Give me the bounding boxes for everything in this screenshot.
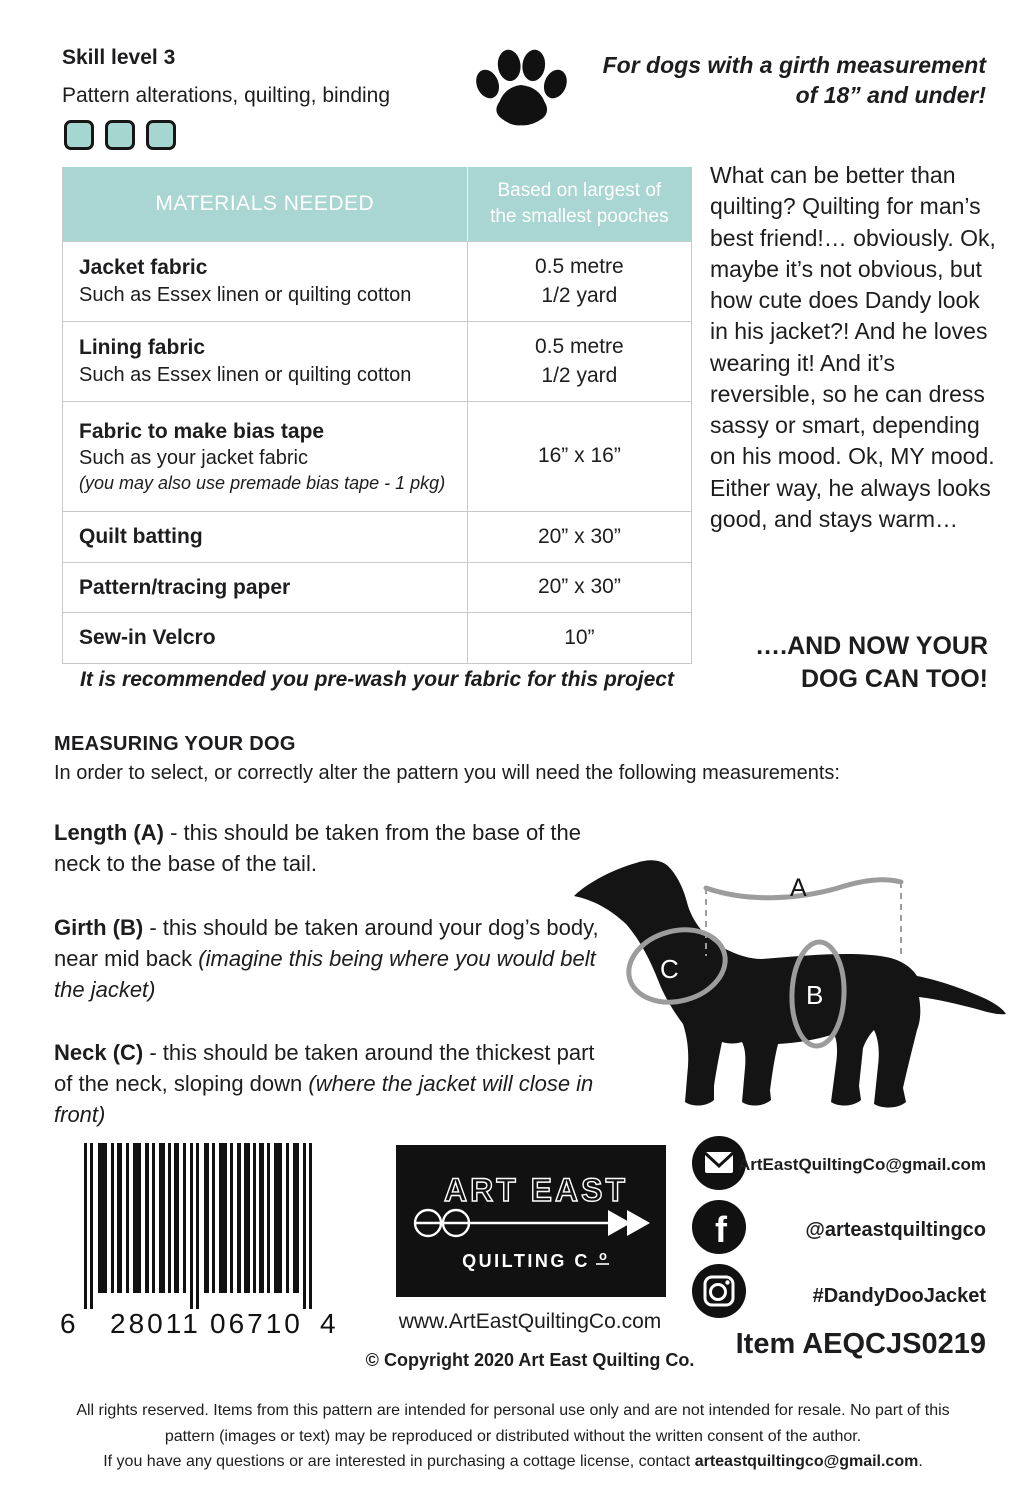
dog-measurement-diagram [556,828,1026,1128]
table-row [63,241,691,321]
girth-label: Girth (B) [54,915,144,940]
material-name: Fabric to make bias tape [79,419,325,443]
table-row [63,321,691,401]
disclaimer-line3-suffix: . [918,1453,923,1471]
barcode-digit-group-1: 28011 [110,1308,201,1339]
materials-table-header [63,167,691,241]
intro-paragraph: What can be better than quilting? Quilting for man’s best friend!… obviously. Ok, maybe it’s not obvious, but how cute does Dandy look in his jacket?! And he loves wearing it! And it’s reversible, so he can dress sassy or smart, depending on his mood. Ok, MY mood. Either way, he always looks good, and stays warm… [710,162,996,532]
material-qty: 16” x 16” [537,444,621,468]
material-name: Sew-in Velcro [79,626,216,650]
item-number: Item AEQCJS0219 [735,1328,986,1360]
skill-level-description: Pattern alterations, quilting, binding [62,84,391,107]
length-instruction [54,817,606,879]
material-qty-alt: 1/2 yard [541,283,618,307]
measuring-intro: In order to select, or correctly alter the pattern you will need the following measurements: [54,762,840,784]
material-name: Lining fabric [79,336,205,360]
logo-art-east: ART EAST [444,1172,628,1208]
neck-label: Neck (C) [54,1040,144,1065]
material-qty: 0.5 metre [535,255,624,279]
table-row [63,612,691,663]
copyright-symbol: © [365,1350,379,1370]
and-now-line1: ….AND NOW YOUR [755,632,988,660]
length-text: - this should be taken from the base of the neck to the base of the tail. [54,820,581,877]
barcode [58,1143,348,1339]
disclaimer-line3 [50,1449,976,1475]
material-desc: Such as Essex linen or quilting cotton [79,364,412,387]
disclaimer-contact-email: arteastquiltingco@gmail.com [694,1453,919,1471]
girth-note-line2: of 18” and under! [795,82,986,109]
neck-note-italic: (where the jacket will close in front) [54,1071,594,1128]
materials-header-col2: Based on largest of the smallest pooches [467,167,691,241]
hashtag: #DandyDooJacket [812,1285,986,1307]
girth-note-line1: For dogs with a girth measurement [602,52,986,78]
material-name: Jacket fabric [79,256,208,280]
girth-text: - this should be taken around your dog’s body, near mid back [54,915,599,972]
material-qty: 10” [564,626,595,650]
instagram-icon [692,1264,746,1318]
material-qty: 20” x 30” [537,575,621,599]
material-desc: Such as your jacket fabric [79,447,308,470]
logo-co-o: o [599,1248,607,1263]
facebook-icon [692,1200,746,1254]
barcode-digit-1: 6 [60,1308,76,1339]
paw-icon [466,42,574,130]
art-east-logo [396,1145,666,1297]
copyright-line [330,1350,730,1371]
skill-square [146,120,176,150]
skill-level-title: Skill level 3 [62,46,176,69]
material-desc: Such as Essex linen or quilting cotton [79,284,412,307]
disclaimer-line2: pattern (images or text) may be reproduced or distributed without the written consent of the author. [164,1427,862,1445]
table-row [63,562,691,613]
social-handle: @arteastquiltingco [805,1219,986,1241]
and-now-line2: DOG CAN TOO! [800,665,988,693]
material-note: (you may also use premade bias tape - 1 pkg) [79,472,446,493]
prewash-note: It is recommended you pre-wash your fabric for this project [80,668,674,691]
website-url: www.ArtEastQuiltingCo.com [398,1310,662,1333]
legal-disclaimer [50,1398,976,1475]
material-qty: 0.5 metre [535,335,624,359]
barcode-digit-2: 4 [320,1308,336,1339]
contact-email: ArtEastQuiltingCo@gmail.com [738,1155,986,1174]
materials-table [62,167,692,664]
label-b: B [806,980,824,1010]
skill-square [64,120,94,150]
disclaimer-line3-prefix: If you have any questions or are interested in purchasing a cottage license, contact [103,1453,695,1471]
barcode-digit-group-2: 06710 [210,1308,303,1339]
materials-header-col1: MATERIALS NEEDED [155,192,375,215]
material-qty: 20” x 30” [537,524,621,548]
and-now-callout [706,630,988,696]
table-row [63,511,691,562]
measuring-title: MEASURING YOUR DOG [54,733,296,755]
skill-square [105,120,135,150]
material-name: Quilt batting [79,525,203,548]
disclaimer-line1: All rights reserved. Items from this pattern are intended for personal use only and are not intended for resale. No part of this [76,1402,950,1419]
girth-note-italic: (imagine this being where you would belt the jacket) [54,946,596,1003]
label-c: C [660,954,679,984]
copyright-text: Copyright 2020 Art East Quilting Co. [383,1350,695,1370]
girth-note [603,50,986,111]
material-qty-alt: 1/2 yard [541,363,618,387]
logo-quilting-co: QUILTING C [462,1251,590,1271]
table-row [63,401,691,511]
girth-instruction [54,912,606,1006]
skill-level-squares [64,120,176,150]
material-name: Pattern/tracing paper [79,575,291,599]
neck-text: - this should be taken around the thickest part of the neck, sloping down [54,1040,595,1097]
svg-text:f: f [715,1209,727,1250]
neck-instruction [54,1037,606,1131]
length-label: Length (A) [54,820,164,845]
label-a: A [790,874,807,902]
